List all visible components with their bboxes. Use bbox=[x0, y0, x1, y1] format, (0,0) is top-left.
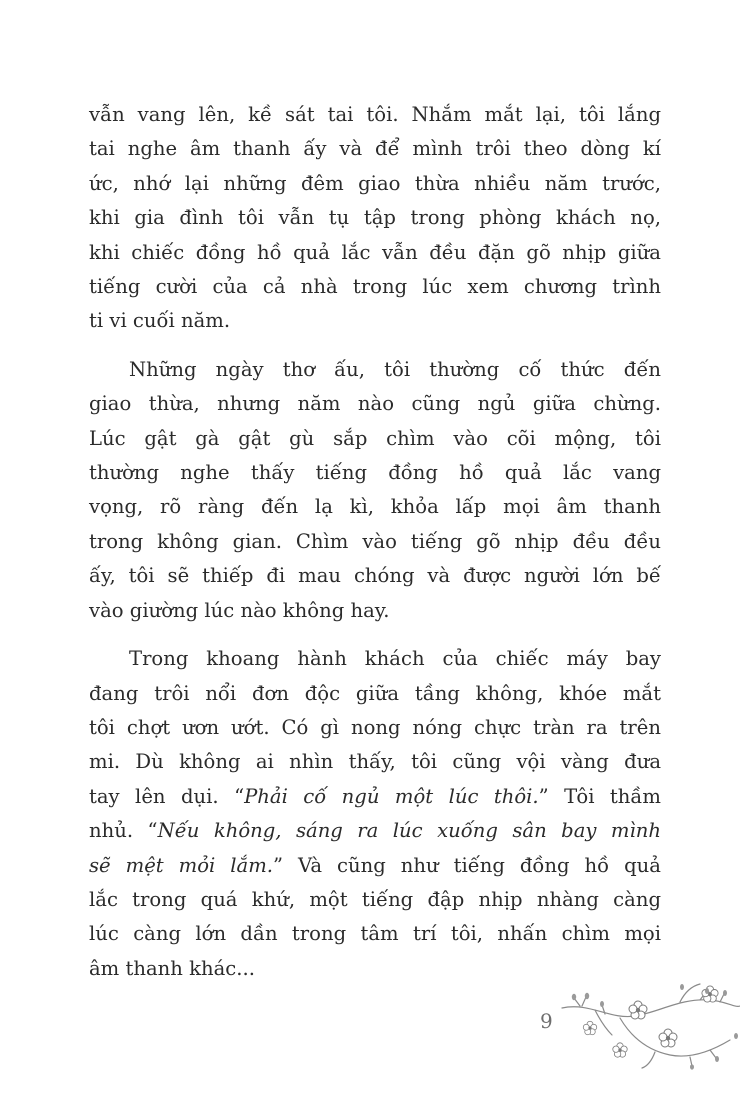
text-run: vào giường lúc nào không hay. bbox=[89, 598, 390, 622]
text-line bbox=[89, 849, 661, 883]
text-run: Những ngày thơ ấu, tôi thường cố thức đến bbox=[129, 357, 661, 381]
text-line bbox=[89, 677, 661, 711]
text-run: thường nghe thấy tiếng đồng hồ quả lắc vang bbox=[89, 461, 661, 485]
text-line bbox=[89, 387, 661, 421]
text-run: tay lên dụi. “ bbox=[89, 784, 245, 808]
text-run: mi. Dù không ai nhìn thấy, tôi cũng vội vàng đưa bbox=[89, 750, 661, 774]
paragraph-gap bbox=[89, 339, 661, 353]
text-run: ” Và cũng như tiếng đồng hồ quả bbox=[273, 853, 661, 877]
text-run: vọng, rõ ràng đến lạ kì, khỏa lấp mọi âm thanh bbox=[89, 495, 661, 519]
text-line bbox=[89, 353, 661, 387]
text-line bbox=[89, 814, 661, 848]
text-run: khi gia đình tôi vẫn tụ tập trong phòng khách nọ, bbox=[89, 206, 661, 230]
text-line bbox=[89, 642, 661, 676]
text-line bbox=[89, 490, 661, 524]
text-run: lúc càng lớn dần trong tâm trí tôi, nhấn chìm mọi bbox=[89, 922, 661, 946]
italic-text: Phải cố ngủ một lúc thôi. bbox=[244, 784, 539, 808]
paragraph bbox=[89, 353, 661, 628]
italic-text: Nếu không, sáng ra lúc xuống sân bay mình bbox=[157, 819, 661, 843]
paragraph-gap bbox=[89, 628, 661, 642]
text-run: đang trôi nổi đơn độc giữa tầng không, khóe mắt bbox=[89, 681, 661, 705]
page-number: 9 bbox=[540, 1009, 553, 1033]
text-line bbox=[89, 594, 661, 628]
text-line bbox=[89, 236, 661, 270]
text-run: Lúc gật gà gật gù sắp chìm vào cõi mộng, tôi bbox=[89, 426, 661, 450]
text-run: tiếng cười của cả nhà trong lúc xem chương trình bbox=[89, 275, 661, 299]
text-line bbox=[89, 201, 661, 235]
text-line bbox=[89, 559, 661, 593]
paragraph bbox=[89, 642, 661, 986]
text-line bbox=[89, 883, 661, 917]
text-run: vẫn vang lên, kề sát tai tôi. Nhắm mắt lại, tôi lắng bbox=[89, 103, 661, 126]
text-run: âm thanh khác... bbox=[89, 956, 255, 980]
text-run: lắc trong quá khứ, một tiếng đập nhịp nhàng càng bbox=[89, 887, 661, 911]
text-run: trong không gian. Chìm vào tiếng gõ nhịp đều đều bbox=[89, 529, 661, 553]
text-line bbox=[89, 456, 661, 490]
text-line bbox=[89, 780, 661, 814]
text-run: tôi chợt ươn ướt. Có gì nong nóng chực tràn ra trên bbox=[89, 715, 661, 739]
text-line bbox=[89, 98, 661, 132]
blossom-branch-ornament-icon bbox=[560, 980, 740, 1070]
text-line bbox=[89, 422, 661, 456]
text-line bbox=[89, 525, 661, 559]
text-line bbox=[89, 270, 661, 304]
text-run: Trong khoang hành khách của chiếc máy bay bbox=[129, 647, 661, 671]
text-line bbox=[89, 745, 661, 779]
text-line bbox=[89, 711, 661, 745]
text-line bbox=[89, 167, 661, 201]
text-line bbox=[89, 132, 661, 166]
text-run: tai nghe âm thanh ấy và để mình trôi theo dòng kí bbox=[89, 137, 661, 161]
paragraph bbox=[89, 98, 661, 339]
text-run: giao thừa, nhưng năm nào cũng ngủ giữa chừng. bbox=[89, 392, 661, 416]
italic-text: sẽ mệt mỏi lắm. bbox=[89, 853, 274, 877]
text-run: ti vi cuối năm. bbox=[89, 309, 231, 333]
text-line bbox=[89, 917, 661, 951]
text-run: khi chiếc đồng hồ quả lắc vẫn đều đặn gõ nhịp giữa bbox=[89, 240, 661, 264]
body-text bbox=[89, 98, 661, 986]
text-run: ” Tôi thầm bbox=[538, 784, 661, 808]
text-run: nhủ. “ bbox=[89, 819, 158, 843]
text-line bbox=[89, 304, 661, 338]
text-run: ấy, tôi sẽ thiếp đi mau chóng và được người lớn bế bbox=[89, 564, 661, 588]
text-run: ức, nhớ lại những đêm giao thừa nhiều năm trước, bbox=[89, 171, 661, 195]
